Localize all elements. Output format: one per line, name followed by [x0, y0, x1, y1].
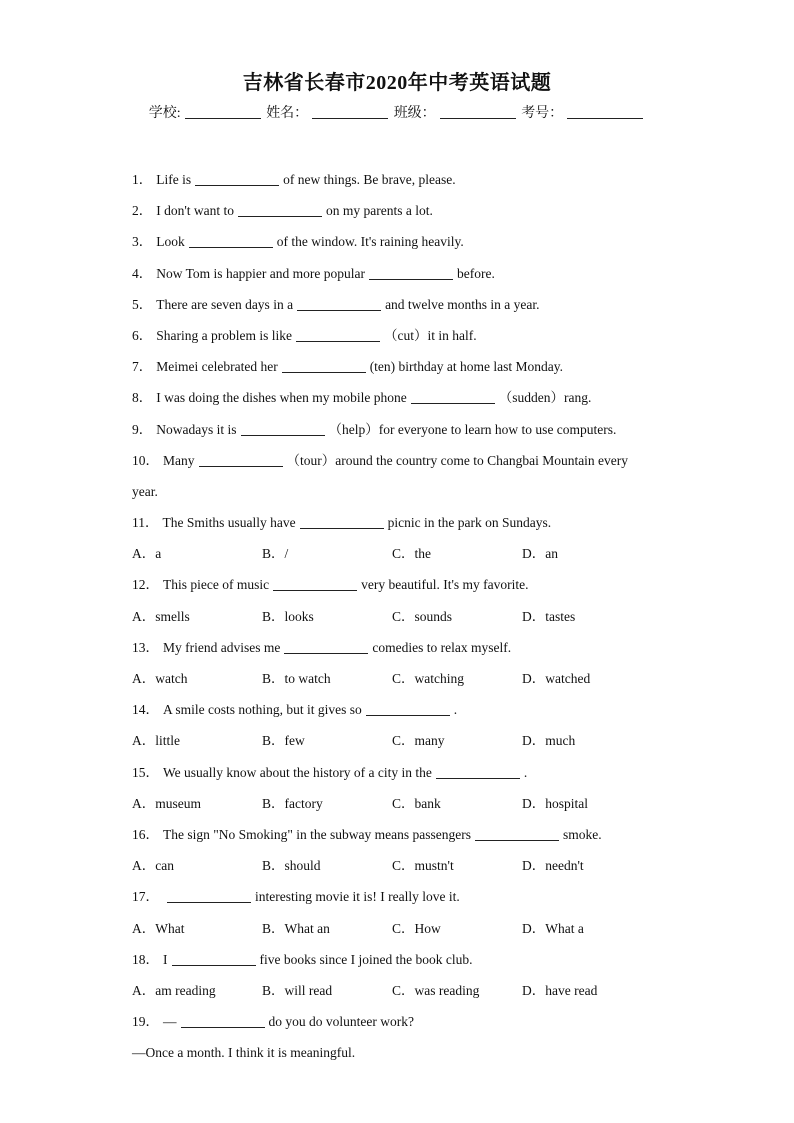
question-text-after: and twelve months in a year.	[385, 296, 540, 312]
exam-no-label: 考号：	[521, 106, 564, 121]
question-continuation: year.	[132, 483, 158, 499]
question-11	[132, 513, 652, 544]
question-number: 13．	[132, 639, 159, 655]
question-number: 18．	[132, 951, 159, 967]
question-number: 6．	[132, 327, 153, 343]
question-number: 10．	[132, 452, 159, 468]
answer-blank[interactable]	[436, 765, 520, 779]
question-text-after: of the window. It's raining heavily.	[276, 234, 464, 250]
option-b[interactable]: B．to watch	[262, 671, 331, 686]
answer-blank[interactable]	[199, 453, 283, 467]
question-18	[132, 950, 652, 981]
question-text-before: This piece of music	[163, 577, 270, 593]
answer-blank[interactable]	[189, 234, 273, 248]
question-number: 2．	[132, 203, 153, 219]
answer-blank[interactable]	[195, 172, 279, 186]
answer-blank[interactable]	[172, 952, 256, 966]
question-6	[132, 326, 652, 357]
options-row	[132, 607, 652, 638]
answer-blank[interactable]	[297, 297, 381, 311]
question-text-after: （cut）it in half.	[383, 327, 477, 343]
question-number: 16．	[132, 826, 159, 842]
options-row	[132, 544, 652, 575]
question-text-before: I don't want to	[156, 203, 235, 219]
option-a[interactable]: A．a	[132, 546, 162, 562]
answer-blank[interactable]	[238, 203, 322, 217]
answer-blank[interactable]	[282, 359, 366, 373]
name-label: 姓名：	[266, 106, 309, 121]
answer-blank[interactable]	[366, 702, 450, 716]
answer-blank[interactable]	[284, 640, 368, 654]
answer-blank[interactable]	[167, 889, 251, 903]
question-text-before: A smile costs nothing, but it gives so	[163, 702, 362, 718]
options-row	[132, 669, 652, 700]
question-text-after: (ten) birthday at home last Monday.	[369, 359, 564, 375]
option-d[interactable]: D．watched	[522, 671, 591, 686]
question-9	[132, 420, 652, 451]
question-text-before: Sharing a problem is like	[156, 327, 292, 343]
question-number: 9．	[132, 421, 153, 437]
options-row	[132, 919, 652, 950]
option-b[interactable]: B．/	[262, 546, 289, 562]
question-text-before: The sign "No Smoking" in the subway means passengers	[163, 826, 471, 842]
answer-blank[interactable]	[181, 1014, 265, 1028]
question-text-after: .	[453, 702, 458, 718]
option-a[interactable]: A．am reading	[132, 982, 216, 998]
option-a[interactable]: A．watch	[132, 671, 188, 686]
question-text-before: Now Tom is happier and more popular	[156, 265, 366, 281]
option-d[interactable]: D．hospital	[522, 795, 588, 811]
question-text-after: smoke.	[562, 826, 602, 842]
question-15	[132, 763, 652, 794]
question-5	[132, 295, 652, 326]
question-17	[132, 887, 652, 918]
student-info-line	[0, 102, 794, 122]
question-text-before: I was doing the dishes when my mobile phone	[156, 390, 407, 406]
question-number: 7．	[132, 359, 153, 375]
answer-blank[interactable]	[300, 515, 384, 529]
question-12	[132, 575, 652, 606]
option-a[interactable]: A．museum	[132, 795, 201, 811]
answer-blank[interactable]	[369, 266, 453, 280]
question-2	[132, 201, 652, 232]
question-list	[132, 170, 652, 1074]
option-c[interactable]: C．bank	[392, 795, 441, 811]
option-d[interactable]: D．much	[522, 733, 576, 749]
option-a[interactable]: A．What	[132, 920, 185, 936]
question-number: 3．	[132, 234, 153, 250]
question-number: 17．	[132, 889, 159, 905]
option-c[interactable]: C．watching	[392, 671, 464, 686]
option-b[interactable]: B．will read	[262, 982, 333, 998]
question-7	[132, 357, 652, 388]
option-c[interactable]: C．How	[392, 920, 441, 936]
answer-blank[interactable]	[296, 328, 380, 342]
question-text-after: very beautiful. It's my favorite.	[361, 577, 529, 593]
question-text-before: Look	[156, 234, 185, 250]
question-text-before: —	[163, 1014, 177, 1030]
question-number: 12．	[132, 577, 159, 593]
question-text-after: interesting movie it is! I really love it.	[255, 889, 460, 905]
exam-no-blank[interactable]	[567, 104, 643, 119]
page-title: 吉林省长春市2020年中考英语试题	[242, 72, 552, 94]
question-text-before: My friend advises me	[163, 639, 281, 655]
question-text-after: do you do volunteer work?	[268, 1014, 414, 1030]
option-d[interactable]: D．tastes	[522, 608, 576, 624]
question-number: 4．	[132, 265, 153, 281]
option-d[interactable]: D．needn't	[522, 858, 584, 874]
question-continuation: —Once a month. I think it is meaningful.	[132, 1045, 356, 1061]
question-text-before: Life is	[156, 172, 192, 187]
question-number: 19．	[132, 1014, 159, 1030]
options-row	[132, 794, 652, 825]
question-text-before: The Smiths usually have	[162, 515, 296, 531]
class-blank[interactable]	[440, 104, 516, 119]
question-14	[132, 700, 652, 731]
answer-blank[interactable]	[411, 390, 495, 404]
question-text-after: （sudden）rang.	[498, 390, 592, 406]
option-a[interactable]: A．smells	[132, 608, 190, 624]
question-13	[132, 638, 652, 669]
options-row	[132, 856, 652, 887]
question-text-before: Many	[163, 452, 195, 468]
class-label: 班级：	[393, 106, 436, 121]
options-row	[132, 731, 652, 762]
question-number: 14．	[132, 702, 159, 718]
question-text-after: on my parents a lot.	[326, 203, 433, 219]
question-number: 8．	[132, 390, 153, 406]
question-text-after: .	[523, 764, 528, 780]
school-blank[interactable]	[185, 104, 261, 119]
answer-blank[interactable]	[273, 577, 357, 591]
question-3	[132, 232, 652, 263]
option-b[interactable]: B．looks	[262, 608, 314, 624]
name-blank[interactable]	[312, 104, 388, 119]
option-c[interactable]: C．was reading	[392, 982, 480, 998]
question-number: 15．	[132, 764, 159, 780]
option-a[interactable]: A．little	[132, 733, 180, 749]
question-10	[132, 451, 652, 482]
option-c[interactable]: C．mustn't	[392, 858, 454, 874]
school-label: 学校:	[148, 106, 181, 121]
question-text-after: of new things. Be brave, please.	[283, 172, 456, 187]
question-text-after: （tour）around the country come to Changbai Mountain every	[286, 452, 629, 468]
option-c[interactable]: C．many	[392, 733, 445, 749]
option-b[interactable]: B．factory	[262, 795, 323, 811]
question-number: 11．	[132, 515, 159, 531]
question-number: 5．	[132, 296, 153, 312]
question-number: 1．	[132, 172, 153, 187]
option-b[interactable]: B．few	[262, 733, 305, 749]
option-c[interactable]: C．the	[392, 546, 431, 562]
option-c[interactable]: C．sounds	[392, 608, 453, 624]
question-text-before: Meimei celebrated her	[156, 359, 278, 375]
question-text-before: Nowadays it is	[156, 421, 237, 437]
answer-blank[interactable]	[475, 827, 559, 841]
answer-blank[interactable]	[241, 422, 325, 436]
question-text-after: five books since I joined the book club.	[259, 951, 473, 967]
option-b[interactable]: B．should	[262, 858, 321, 874]
question-text-before: There are seven days in a	[156, 296, 294, 312]
option-d[interactable]: D．What a	[522, 920, 584, 936]
question-text-after: picnic in the park on Sundays.	[387, 515, 552, 531]
question-4	[132, 264, 652, 295]
question-text-before: We usually know about the history of a city in the	[163, 764, 432, 780]
option-a[interactable]: A．can	[132, 858, 174, 874]
question-8	[132, 388, 652, 419]
option-d[interactable]: D．have read	[522, 982, 598, 998]
question-text-before: I	[163, 951, 168, 967]
question-text-after: （help）for everyone to learn how to use computers.	[328, 421, 617, 437]
question-16	[132, 825, 652, 856]
question-text-after: comedies to relax myself.	[372, 639, 512, 655]
option-d[interactable]: D．an	[522, 546, 558, 562]
option-b[interactable]: B．What an	[262, 920, 330, 936]
question-text-after: before.	[457, 265, 495, 281]
options-row	[132, 981, 652, 1012]
question-1	[132, 170, 652, 201]
question-19	[132, 1012, 652, 1043]
